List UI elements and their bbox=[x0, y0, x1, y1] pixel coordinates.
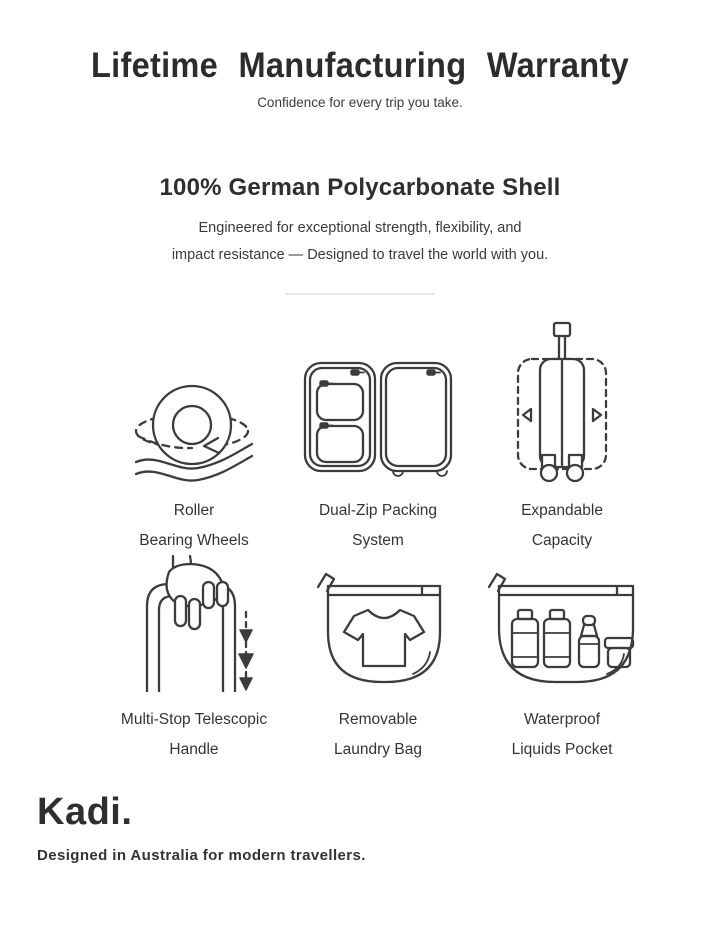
shell-body-line-1: Engineered for exceptional strength, flexibility, and bbox=[198, 220, 522, 237]
feature-label: Removable Laundry Bag bbox=[334, 711, 422, 759]
feature-label: Dual-Zip Packing System bbox=[318, 502, 438, 550]
shell-body-line-2: impact resistance — Designed to travel the world with you. bbox=[171, 247, 549, 264]
zipper-pull-icon bbox=[351, 370, 364, 375]
zipper-pull-icon bbox=[320, 381, 333, 386]
feature-grid bbox=[102, 321, 720, 765]
feature-dual-zip bbox=[286, 321, 470, 556]
brand-logo: Kadi. bbox=[37, 791, 133, 834]
expandable-suitcase-icon bbox=[510, 321, 614, 483]
hero-section bbox=[0, 0, 720, 110]
laundry-bag-icon bbox=[310, 570, 446, 692]
feature-telescopic-handle bbox=[102, 556, 286, 765]
feature-label: Roller Bearing Wheels bbox=[139, 502, 249, 550]
feature-expandable bbox=[470, 321, 654, 556]
dual-zip-packing-icon bbox=[303, 357, 453, 483]
page-title: Lifetime Manufacturing Warranty bbox=[91, 46, 629, 85]
shell-section-body bbox=[0, 215, 720, 269]
feature-liquids-pocket bbox=[470, 556, 654, 765]
footer bbox=[37, 791, 720, 864]
feature-label: Expandable Capacity bbox=[521, 502, 603, 550]
section-divider bbox=[285, 293, 435, 295]
shell-section-heading: 100% German Polycarbonate Shell bbox=[159, 174, 561, 202]
roller-wheel-icon bbox=[134, 383, 254, 483]
feature-laundry-bag bbox=[286, 556, 470, 765]
telescopic-handle-icon bbox=[133, 554, 255, 692]
page-subtitle: Confidence for every trip you take. bbox=[257, 95, 463, 111]
zipper-pull-icon bbox=[427, 370, 440, 375]
feature-label: Multi-Stop Telescopic Handle bbox=[120, 711, 268, 759]
feature-roller-wheels bbox=[102, 321, 286, 556]
liquids-pocket-icon bbox=[483, 570, 641, 692]
zipper-pull-icon bbox=[320, 423, 333, 428]
brand-tagline: Designed in Australia for modern travellers. bbox=[37, 847, 366, 865]
feature-label: Waterproof Liquids Pocket bbox=[511, 711, 613, 759]
